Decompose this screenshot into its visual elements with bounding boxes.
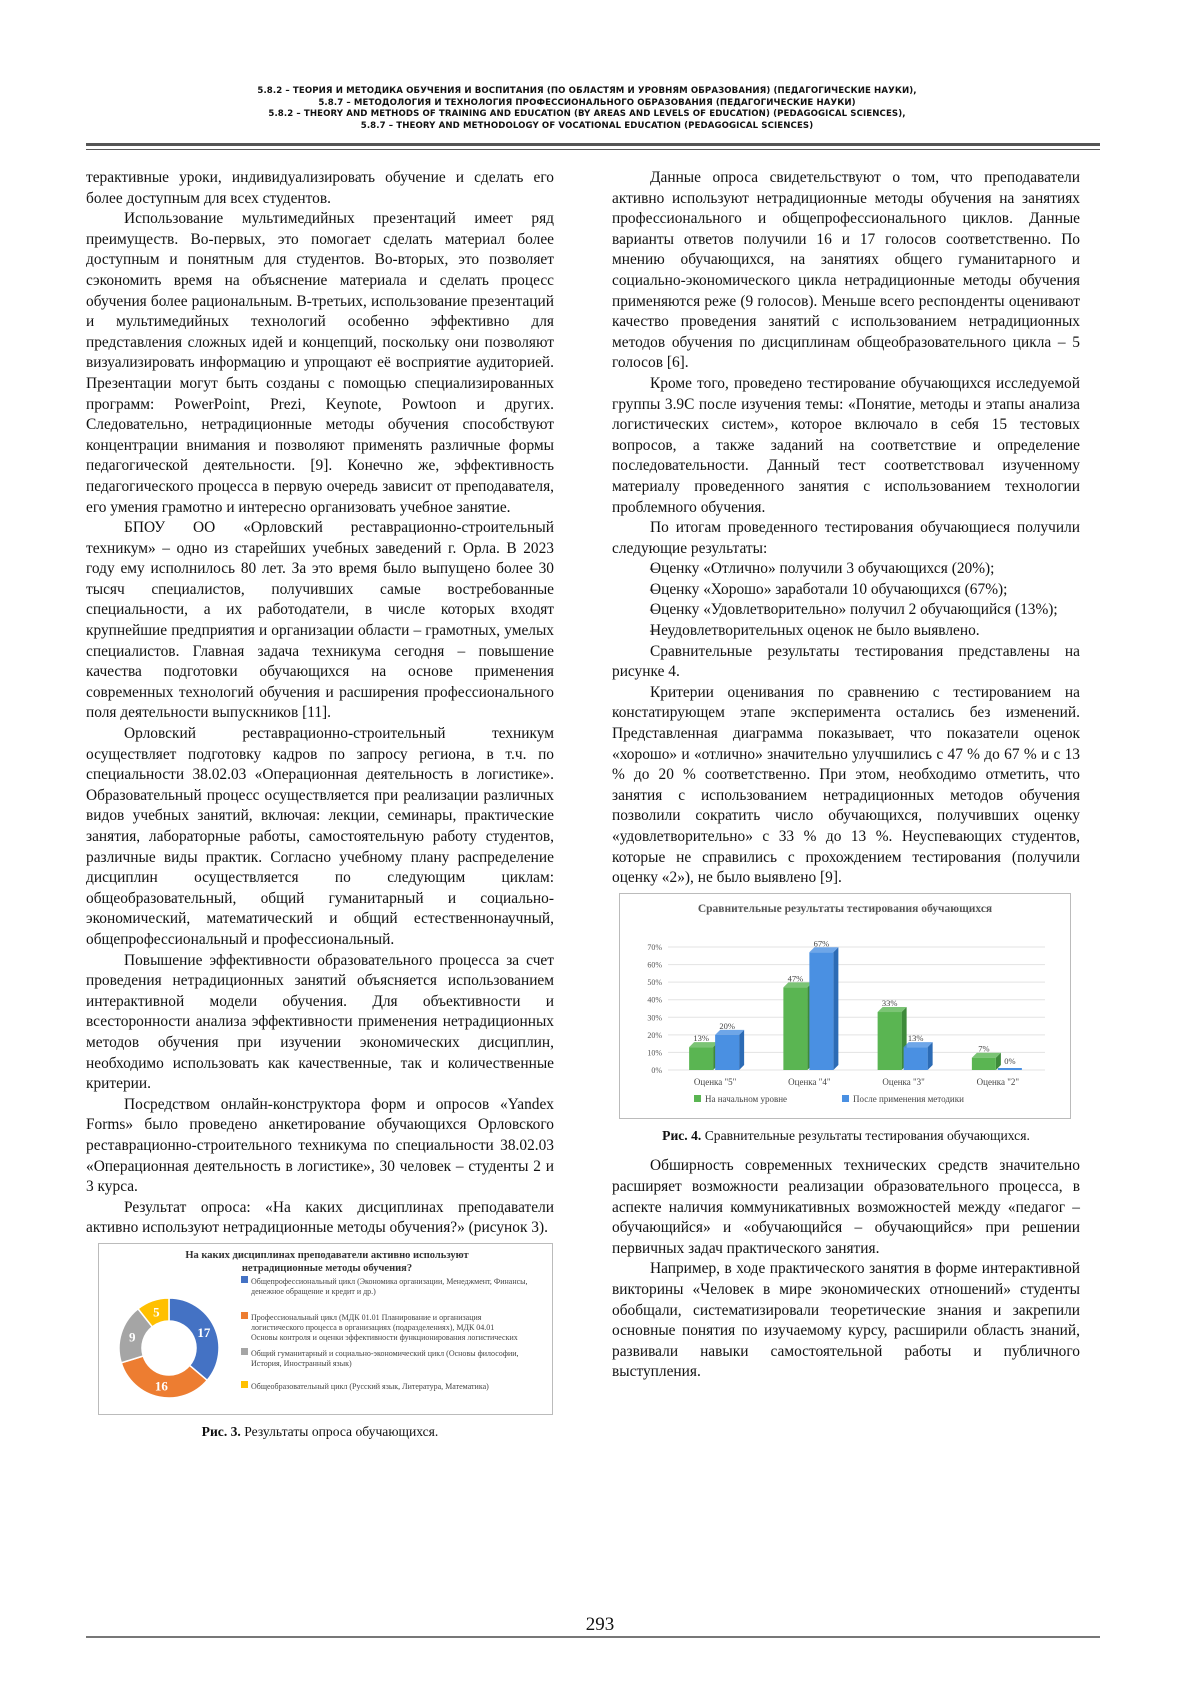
bar-value-label: 47% — [787, 973, 804, 984]
bar-chart — [620, 894, 1070, 1118]
bar-value-label: 0% — [1004, 1055, 1016, 1066]
bar-chart-title: Сравнительные результаты тестирования обучающихся — [697, 902, 993, 915]
y-tick-label: 50% — [647, 977, 662, 987]
bar — [689, 1047, 713, 1070]
pie-legend-swatch — [241, 1381, 248, 1388]
bar — [972, 1057, 996, 1069]
figure-3-caption — [86, 1422, 554, 1443]
running-header — [80, 86, 1094, 132]
figure-4-box — [619, 893, 1071, 1119]
legend-swatch — [694, 1095, 701, 1102]
paragraph: Орловский реставрационно-строительный техникум осуществляет подготовку кадров по запросу региона, в т.ч. по специальности 38.02.03 «Операционная деятельность в логистике». Образовательный процесс осуществляется при реализации различных видов учебных занятий, включая: лекции, семинары, практические занятия, лабораторные работы, самостоятельную работу студентов, различные виды практик. Согласно учебному плану распределение дисциплин осуществляется по следующим циклам: общеобразовательный, общий гуманитарный и социально-экономический, математический и общий естественнонаучный, общепрофессиональный и профессиональный. — [86, 725, 554, 948]
paragraph: Критерии оценивания по сравнению с тестированием на констатирующем этапе эксперимента остались без изменений. Представленная диаграмма показывает, что показатели оценок «хорошо» и «отлично» значительно улучшились с 47 % до 67 % и с 13 % до 20 % соответственно. При этом, необходимо отметить, что занятия с использованием нетрадиционных методов обучения позволили сократить число обучающихся, получивших оценку «удовлетворительно» с 33 % до 13 %. Неуспевающих студентов, которые не справились с прохождением тестирования (получили оценку «2»), не было выявлено [9]. — [612, 683, 1080, 887]
figure-4-label: Рис. 4. — [662, 1127, 702, 1143]
figure-3-box — [98, 1243, 553, 1415]
bar — [878, 1012, 902, 1070]
bar — [904, 1047, 928, 1070]
figure-3-label: Рис. 3. — [201, 1423, 241, 1439]
paragraph: Кроме того, проведено тестирование обучающихся исследуемой группы 3.9С после изучения темы: «Понятие, методы и этапы анализа логистических систем», которое включало в себя 15 тестовых вопросов, а также заданий на соответствие и определение последовательности. Данный тест соответствовал изученному материалу проведенного занятия с использованием технологии проблемного обучения. — [612, 374, 1080, 516]
y-tick-label: 20% — [647, 1030, 662, 1040]
pie-value-label: 5 — [153, 1304, 160, 1320]
pie-chart — [99, 1244, 552, 1414]
list-item: – Неудовлетворительных оценок не было выявлено. — [612, 621, 1080, 642]
paragraph: Использование мультимедийных презентаций имеет ряд преимуществ. Во-первых, это помогает сделать материал более доступным и понятным для студентов. Во-вторых, это позволяет сэкономить время на объяснение материала и сделать процесс обучения более рациональным. В-третьих, использование презентаций и мультимедийных технологий особенно эффективно для представления сложных идей и концепций, поскольку они позволяют визуализировать информацию и упрощают её восприятие аудиторией. Презентации могут быть созданы с помощью специализированных программ: PowerPoint, Prezi, Keynote, Powtoon и других. Следовательно, нетрадиционные методы обучения способствуют концентрации внимания и позволяют применять различные формы педагогической деятельности. [9]. Конечно же, эффективность педагогического процесса в первую очередь зависит от преподавателя, его умения грамотно и интересно организовать учебное занятие. — [86, 210, 554, 516]
bar-value-label: 7% — [978, 1043, 990, 1054]
paragraph: Например, в ходе практического занятия в форме интерактивной викторины «Человек в мире экономических отношений» студенты обобщали, систематизировали теоретические знания и закрепили основные понятия по изучаемому курсу, расширили область знаний, развивали навыки самостоятельной работы и публичного выступления. — [612, 1260, 1080, 1381]
pie-legend-label: Общеобразовательный цикл (Русский язык, Литература, Математика) — [251, 1381, 489, 1391]
pie-value-label: 17 — [197, 1324, 211, 1340]
page-number: 293 — [585, 1614, 615, 1635]
pie-value-label: 16 — [154, 1378, 168, 1394]
figure-4-caption — [612, 1126, 1080, 1147]
list-item: – Оценку «Отлично» получили 3 обучающихся (20%); — [612, 559, 1080, 580]
pie-legend-label: История, Иностранный язык) — [251, 1358, 352, 1368]
header-rule — [86, 143, 1100, 146]
bar — [809, 952, 833, 1070]
paragraph: Обширность современных технических средств значительно расширяет возможности реализации образовательного процесса, в аспекте наличия коммуникативных возможностей между «педагог – обучающийся» и «обучающийся – обучающийся» при решении первичных задач практического занятия. — [612, 1157, 1080, 1257]
paragraph: Результат опроса: «На каких дисциплинах преподаватели активно используют нетрадиционные методы обучения?» (рисунок 3). — [86, 1198, 554, 1237]
bar-side — [833, 947, 838, 1070]
paragraph: Данные опроса свидетельствуют о том, что преподаватели активно используют нетрадиционные методы обучения на занятиях профессионального и общепрофессионального циклов. Данные варианты ответов получили 16 и 17 голосов соответственно. По мнению обучающихся, на занятиях общего гуманитарного и социально-экономического цикла нетрадиционные методы обучения применяются реже (9 голосов). Меньше всего респонденты оценивают качество проведения занятий с использованием нетрадиционных методов обучения по дисциплинам общеобразовательного цикла – 5 голосов [6]. — [612, 169, 1080, 372]
figure-4-text: Сравнительные результаты тестирования обучающихся. — [701, 1127, 1030, 1143]
x-tick-label: Оценка "5" — [693, 1076, 737, 1087]
footer-rule — [86, 1636, 1100, 1638]
pie-legend-label: Общий гуманитарный и социально-экономический цикл (Основы философии, — [251, 1348, 519, 1358]
bar-side — [739, 1030, 744, 1070]
bar-value-label: 33% — [881, 997, 898, 1008]
paragraph: терактивные уроки, индивидуализировать обучение и сделать его более доступным для всех студентов. — [86, 169, 554, 207]
paragraph: БПОУ ОО «Орловский реставрационно-строительный техникум» – одно из старейших учебных заведений г. Орла. В 2023 году ему исполнилось 80 лет. За это время было выпущено более 30 тысяч специалистов, получивших самые востребованные специальности, а их работодатели, в числе которых входят крупнейшие предприятия и организации области – грамотных, умелых специалистов. Главная задача техникума сегодня – повышение качества подготовки обучающихся на основе применения современных технологий обучения и расширения профессионального поля деятельности выпускников [11]. — [86, 519, 554, 722]
pie-legend-swatch — [241, 1276, 248, 1283]
figure-3-text: Результаты опроса обучающихся. — [240, 1423, 439, 1439]
y-tick-label: 60% — [647, 960, 662, 970]
bar — [715, 1035, 739, 1070]
y-tick-label: 0% — [651, 1065, 662, 1075]
legend-label: После применения методики — [853, 1093, 964, 1104]
pie-legend-label: Основы контроля и оценки эффективности функционирования логистических — [251, 1332, 518, 1342]
right-column — [612, 168, 1080, 1383]
header-line-4: 5.8.7 – THEORY AND METHODOLOGY OF VOCATIONAL EDUCATION (PEDAGOGICAL SCIENCES) — [360, 120, 814, 131]
pie-title-2: нетрадиционные методы обучения? — [241, 1262, 413, 1274]
pie-legend-label: логистического процесса в организациях (подразделениях), МДК 04.01 — [251, 1322, 495, 1332]
pie-slice — [169, 1298, 219, 1380]
bar-value-label: 67% — [813, 938, 830, 949]
pie-legend-label: Профессиональный цикл (МДК 01.01 Планирование и организация — [251, 1312, 482, 1322]
header-line-2: 5.8.7 – МЕТОДОЛОГИЯ И ТЕХНОЛОГИЯ ПРОФЕССИОНАЛЬНОГО ОБРАЗОВАНИЯ (ПЕДАГОГИЧЕСКИЕ НАУКИ) — [318, 97, 856, 108]
pie-legend-swatch — [241, 1312, 248, 1319]
bar-value-label: 13% — [693, 1032, 709, 1043]
list-item: – Оценку «Хорошо» заработали 10 обучающихся (67%); — [612, 580, 1080, 601]
bar-value-label: 13% — [907, 1032, 924, 1043]
pie-legend-label: денежное обращение и кредит и др.) — [251, 1286, 376, 1296]
bar — [783, 987, 807, 1070]
pie-value-label: 9 — [128, 1329, 136, 1345]
header-line-3: 5.8.2 – THEORY AND METHODS OF TRAINING AND EDUCATION (BY AREAS AND LEVELS OF EDUCATION) (PEDAGOGICAL SCIENCES), — [268, 109, 906, 119]
pie-title-1: На каких дисциплинах преподаватели активно используют — [185, 1249, 469, 1261]
pie-legend-swatch — [241, 1348, 248, 1355]
pie-legend-label: Общепрофессиональный цикл (Экономика организации, Менеджмент, Финансы, — [251, 1276, 528, 1286]
x-tick-label: Оценка "3" — [882, 1076, 925, 1087]
y-tick-label: 10% — [647, 1048, 662, 1058]
paragraph: Сравнительные результаты тестирования представлены на рисунке 4. — [612, 642, 1080, 681]
list-item: – Оценку «Удовлетворительно» получил 2 обучающийся (13%); — [612, 600, 1080, 621]
paragraph: По итогам проведенного тестирования обучающиеся получили следующие результаты: — [612, 519, 1080, 557]
legend-label: На начальном уровне — [705, 1093, 788, 1104]
paragraph: Повышение эффективности образовательного процесса за счет проведения нетрадиционных занятий объясняется использованием интерактивной модели обучения. Для объективности и всесторонности анализа эффективности применения нетрадиционных методов обучения при изучении экономических дисциплин, необходимо использовать как качественные, так и количественные критерии. — [86, 951, 554, 1093]
header-rule-thin — [86, 149, 1100, 150]
y-tick-label: 40% — [647, 995, 662, 1005]
y-tick-label: 70% — [647, 942, 662, 952]
header-line-1: 5.8.2 – ТЕОРИЯ И МЕТОДИКА ОБУЧЕНИЯ И ВОСПИТАНИЯ (ПО ОБЛАСТЯМ И УРОВНЯМ ОБРАЗОВАНИЯ) (ПЕДАГОГИЧЕСКИЕ НАУКИ), — [257, 86, 917, 96]
legend-swatch — [842, 1095, 849, 1102]
bar — [998, 1068, 1022, 1070]
x-tick-label: Оценка "4" — [788, 1076, 831, 1087]
left-column — [86, 168, 554, 1442]
paragraph: Посредством онлайн-конструктора форм и опросов «Yandex Forms» было проведено анкетирование обучающихся Орловского реставрационно-строительного техникума по специальности 38.02.03 «Операционная деятельность в логистике», 30 человек – студенты 2 и 3 курса. — [86, 1095, 554, 1196]
x-tick-label: Оценка "2" — [976, 1076, 1020, 1087]
y-tick-label: 30% — [647, 1013, 662, 1023]
bar-value-label: 20% — [719, 1020, 735, 1031]
